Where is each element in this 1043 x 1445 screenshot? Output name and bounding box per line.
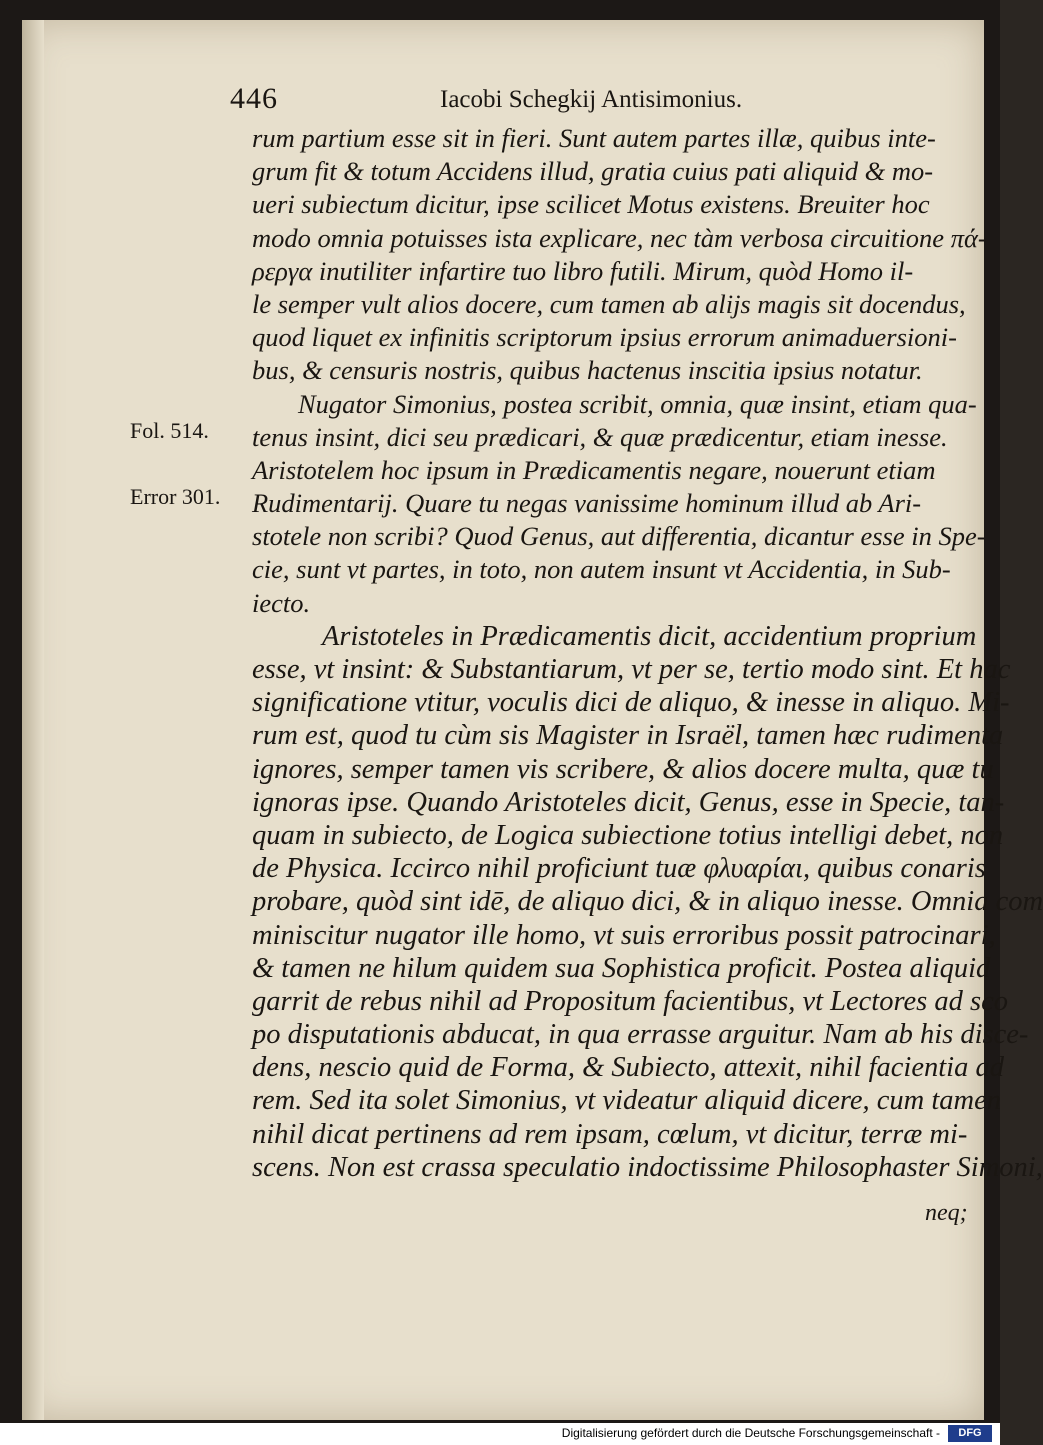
page-gutter	[22, 20, 44, 1420]
text-line: Aristoteles in Prædicamentis dicit, accidentium proprium	[322, 620, 977, 652]
text-line: probare, quòd sint idē, de aliquo dici, & in aliquo inesse. Omnia com	[252, 886, 1043, 918]
text-line: bus, & censuris nostris, quibus hactenus inscitia ipsius notatur.	[252, 355, 923, 386]
text-line: modo omnia potuisses ista explicare, nec tàm verbosa circuitione πά-	[252, 222, 987, 253]
text-line: grum fit & totum Accidens illud, gratia cuius pati aliquid & mo-	[252, 156, 934, 187]
text-line: Rudimentarij. Quare tu negas vanissime hominum illud ab Ari-	[252, 488, 922, 519]
text-line: esse, vt insint: & Substantiarum, vt per se, tertio modo sint. Et hac	[252, 654, 1011, 685]
text-line: nihil dicat pertinens ad rem ipsam, cœlum, vt dicitur, terræ mi-	[252, 1118, 968, 1150]
running-title: Iacobi Schegkij Antisimonius.	[440, 86, 743, 113]
text-line: rum est, quod tu cùm sis Magister in Israël, tamen hæc rudimenta	[252, 720, 1004, 752]
text-line: cie, sunt vt partes, in toto, non autem insunt vt Accidentia, in Sub-	[252, 554, 951, 585]
text-line: quam in subiecto, de Logica subiectione totius intelligi debet, non	[252, 819, 1004, 851]
text-line: scens. Non est crassa speculatio indoctissime Philosophaster Simoni,	[252, 1151, 1043, 1183]
page-number: 446	[230, 82, 278, 115]
margin-note-folio: Fol. 514.	[130, 418, 209, 443]
page-header	[230, 82, 950, 122]
text-line: quod liquet ex infinitis scriptorum ipsius errorum animaduersioni-	[252, 322, 957, 353]
catchword: neq;	[925, 1200, 968, 1226]
text-line: le semper vult alios docere, cum tamen ab alijs magis sit docendus,	[252, 288, 966, 319]
text-line: garrit de rebus nihil ad Propositum facientibus, vt Lectores ad sco	[252, 985, 1008, 1017]
body-text	[252, 122, 1043, 1184]
text-line: & tamen ne hilum quidem sua Sophistica proficit. Postea aliquid	[252, 952, 991, 984]
text-line: ignoras ipse. Quando Aristoteles dicit, Genus, esse in Specie, tan-	[252, 786, 1005, 818]
text-line: stotele non scribi? Quod Genus, aut differentia, dicantur esse in Spe-	[252, 521, 986, 552]
dfg-logo: DFG	[948, 1425, 992, 1442]
digitization-footer	[0, 1423, 1000, 1445]
margin-note-error: Error 301.	[130, 484, 221, 509]
text-line: po disputationis abducat, in qua errasse arguitur. Nam ab his disce-	[252, 1019, 1029, 1051]
text-line: ueri subiectum dicitur, ipse scilicet Motus existens. Breuiter hoc	[252, 189, 930, 220]
text-line: miniscitur nugator ille homo, vt suis erroribus possit patrocinari,	[252, 919, 996, 951]
text-line: ρεργα inutiliter infartire tuo libro futili. Mirum, quòd Homo il-	[252, 255, 914, 286]
text-line: Aristotelem hoc ipsum in Prædicamentis negare, nouerunt etiam	[252, 454, 936, 485]
text-line: rum partium esse sit in fieri. Sunt autem partes illæ, quibus inte-	[252, 123, 936, 153]
text-line: tenus insint, dici seu prædicari, & quæ prædicentur, etiam inesse.	[252, 421, 948, 452]
text-line: rem. Sed ita solet Simonius, vt videatur aliquid dicere, cum tamen	[252, 1085, 1002, 1117]
text-line: iecto.	[252, 587, 311, 618]
text-line: significatione vtitur, voculis dici de aliquo, & inesse in aliquo. Mi-	[252, 687, 1010, 719]
footer-credit: Digitalisierung gefördert durch die Deutsche Forschungsgemeinschaft -	[561, 1426, 940, 1440]
text-line: ignores, semper tamen vis scribere, & alios docere multa, quæ tu	[252, 753, 994, 785]
text-line: Nugator Simonius, postea scribit, omnia, quæ insint, etiam qua-	[298, 388, 977, 419]
text-line: dens, nescio quid de Forma, & Subiecto, attexit, nihil facientia ad	[252, 1052, 1004, 1084]
text-line: de Physica. Iccirco nihil proficiunt tuæ φλυαρίαι, quibus conaris	[252, 853, 986, 885]
